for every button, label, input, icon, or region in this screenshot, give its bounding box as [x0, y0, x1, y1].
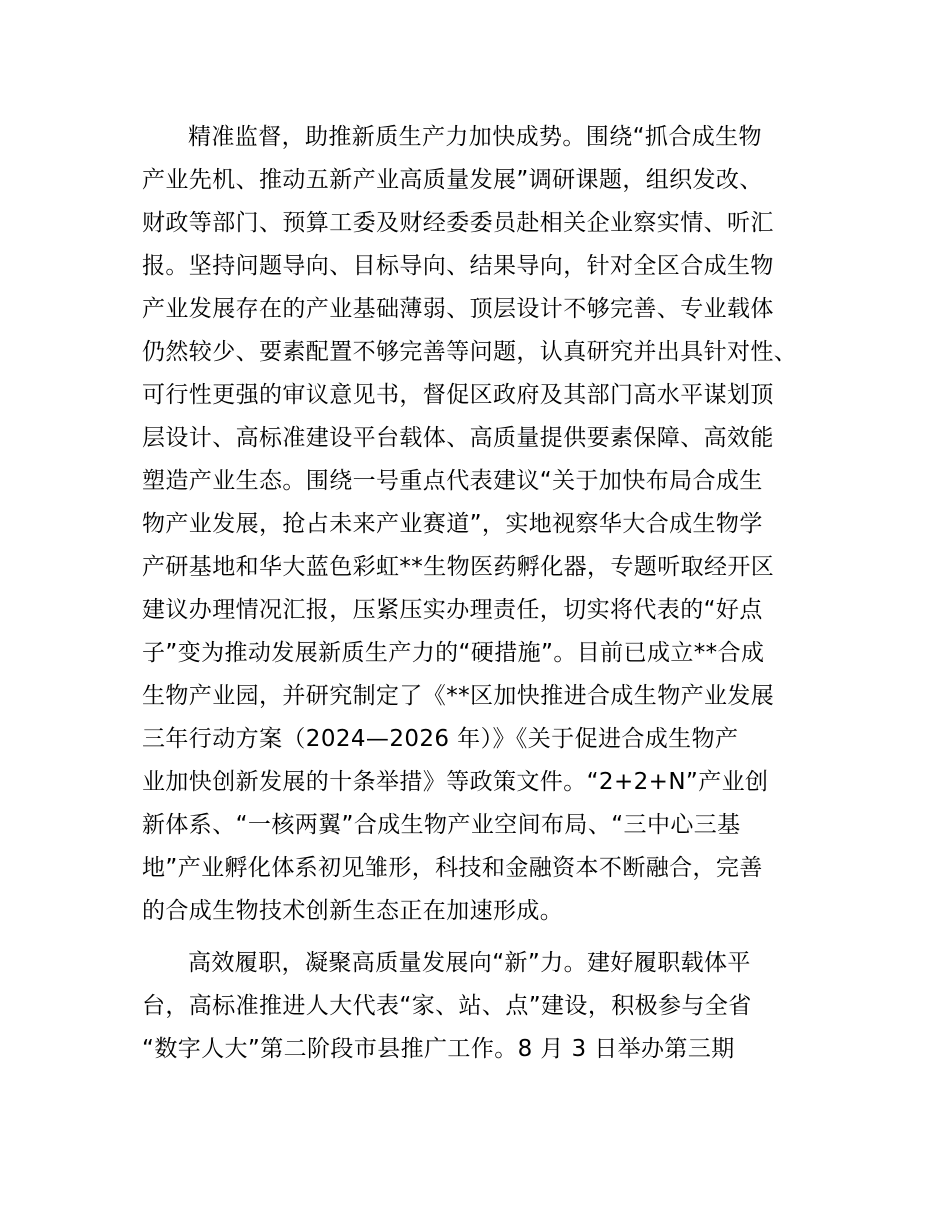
paragraph-line: 台，高标准推进人大代表“家、站、点”建设，积极参与全省: [142, 993, 752, 1019]
paragraph-line: 地”产业孵化体系初见雏形，科技和金融资本不断融合，完善: [142, 855, 763, 881]
paragraph-line: 产研基地和华大蓝色彩虹**生物医药孵化器，专题听取经开区: [142, 554, 775, 580]
paragraph-line: “数字人大”第二阶段市县推广工作。8 月 3 日举办第三期: [142, 1036, 735, 1062]
paragraph-line: 层设计、高标准建设平台载体、高质量提供要素保障、高效能: [142, 425, 774, 451]
paragraph-line: 高效履职，凝聚高质量发展向“新”力。建好履职载体平: [188, 950, 751, 976]
paragraph-line: 建议办理情况汇报，压紧压实办理责任，切实将代表的“好点: [142, 597, 763, 623]
paragraph-line: 仍然较少、要素配置不够完善等问题，认真研究并出具针对性、: [142, 339, 798, 365]
paragraph-line: 可行性更强的审议意见书，督促区政府及其部门高水平谋划顶: [142, 382, 774, 408]
paragraph-line: 子”变为推动发展新质生产力的“硬措施”。目前已成立**合成: [142, 640, 765, 666]
paragraph-line: 报。坚持问题导向、目标导向、结果导向，针对全区合成生物: [142, 253, 774, 279]
paragraph-line: 财政等部门、预算工委及财经委委员赴相关企业察实情、听汇: [142, 210, 774, 236]
paragraph-line: 塑造产业生态。围绕一号重点代表建议“关于加快布局合成生: [142, 468, 763, 494]
paragraph-line: 产业发展存在的产业基础薄弱、顶层设计不够完善、专业载体: [142, 296, 774, 322]
paragraph-line: 新体系、“一核两翼”合成生物产业空间布局、“三中心三基: [142, 812, 741, 838]
paragraph-line: 三年行动方案（2024—2026 年）》《关于促进合成生物产: [142, 726, 739, 752]
paragraph-line: 的合成生物技术创新生态正在加速形成。: [142, 898, 564, 924]
paragraph-line: 产业先机、推动五新产业高质量发展”调研课题，组织发改、: [142, 167, 763, 193]
paragraph-line: 生物产业园，并研究制定了《**区加快推进合成生物产业发展: [142, 683, 775, 709]
paragraph-line: 精准监督，助推新质生产力加快成势。围绕“抓合成生物: [188, 124, 762, 150]
paragraph-line: 业加快创新发展的十条举措》等政策文件。“2+2+N”产业创: [142, 769, 769, 795]
paragraph-line: 物产业发展，抢占未来产业赛道”，实地视察华大合成生物学: [142, 511, 763, 537]
